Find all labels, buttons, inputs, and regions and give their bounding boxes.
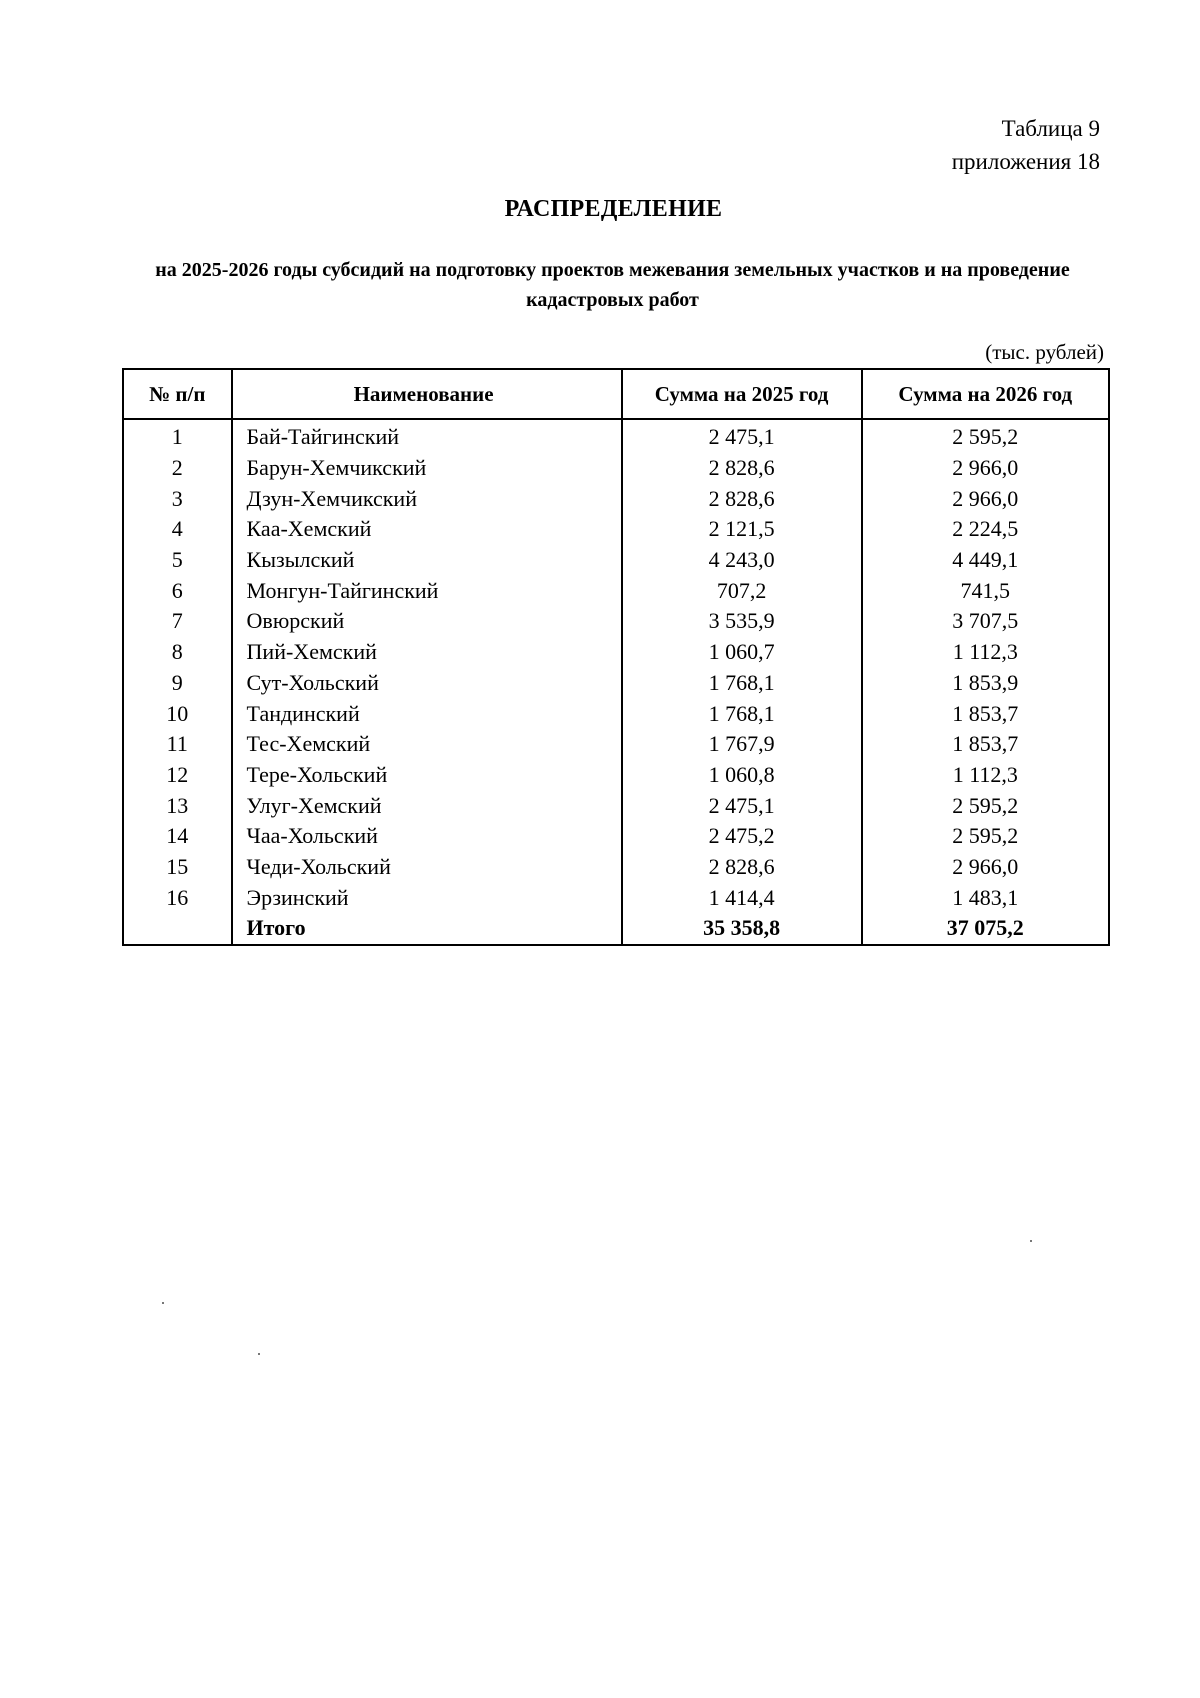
row-name: Бай-Тайгинский: [232, 419, 622, 453]
row-amount-2026: 1 112,3: [862, 760, 1109, 791]
row-amount-2025: 707,2: [622, 575, 862, 606]
scan-speck: [258, 1353, 260, 1355]
column-header-2025: Сумма на 2025 год: [622, 369, 862, 419]
table-row: [123, 760, 1109, 791]
row-name: Пий-Хемский: [232, 637, 622, 668]
row-amount-2026: 2 966,0: [862, 483, 1109, 514]
table-row: [123, 453, 1109, 484]
row-amount-2026: 1 112,3: [862, 637, 1109, 668]
row-amount-2025: 2 121,5: [622, 514, 862, 545]
row-amount-2025: 1 060,7: [622, 637, 862, 668]
table-row: [123, 514, 1109, 545]
row-amount-2025: 2 828,6: [622, 852, 862, 883]
row-name: Сут-Хольский: [232, 668, 622, 699]
table-label: Таблица 9: [1001, 116, 1100, 141]
appendix-label: приложения 18: [951, 149, 1100, 174]
row-amount-2026: 2 595,2: [862, 790, 1109, 821]
row-amount-2025: 2 828,6: [622, 483, 862, 514]
row-name: Улуг-Хемский: [232, 790, 622, 821]
row-number: 14: [123, 821, 232, 852]
row-amount-2026: 2 595,2: [862, 419, 1109, 453]
row-number: 11: [123, 729, 232, 760]
table-row: [123, 821, 1109, 852]
row-amount-2026: 4 449,1: [862, 545, 1109, 576]
row-name: Чаа-Хольский: [232, 821, 622, 852]
row-amount-2026: 2 966,0: [862, 453, 1109, 484]
table-row: [123, 729, 1109, 760]
row-amount-2026: 1 853,7: [862, 729, 1109, 760]
row-amount-2026: 2 595,2: [862, 821, 1109, 852]
row-number: 13: [123, 790, 232, 821]
table-header-row: [123, 369, 1109, 419]
row-amount-2026: 2 224,5: [862, 514, 1109, 545]
row-amount-2025: 1 768,1: [622, 668, 862, 699]
row-number: [123, 913, 232, 945]
row-amount-2025: 35 358,8: [622, 913, 862, 945]
row-number: 15: [123, 852, 232, 883]
row-number: 12: [123, 760, 232, 791]
row-amount-2025: 2 475,1: [622, 790, 862, 821]
table-row: [123, 882, 1109, 913]
row-name: Итого: [232, 913, 622, 945]
row-number: 1: [123, 419, 232, 453]
row-name: Тес-Хемский: [232, 729, 622, 760]
table-body: [123, 419, 1109, 945]
row-amount-2025: 1 414,4: [622, 882, 862, 913]
row-number: 6: [123, 575, 232, 606]
table-row: [123, 575, 1109, 606]
table-row: [123, 483, 1109, 514]
column-header-2026: Сумма на 2026 год: [862, 369, 1109, 419]
document-subtitle: на 2025-2026 годы субсидий на подготовку проектов межевания земельных участков и на проведение кадастровых работ: [155, 259, 1070, 311]
row-name: Тере-Хольский: [232, 760, 622, 791]
row-amount-2025: 1 767,9: [622, 729, 862, 760]
row-amount-2026: 1 853,9: [862, 668, 1109, 699]
row-amount-2025: 1 060,8: [622, 760, 862, 791]
row-name: Овюрский: [232, 606, 622, 637]
row-name: Барун-Хемчикский: [232, 453, 622, 484]
row-number: 16: [123, 882, 232, 913]
row-number: 9: [123, 668, 232, 699]
row-amount-2025: 2 475,1: [622, 419, 862, 453]
table-row: [123, 637, 1109, 668]
row-name: Чеди-Хольский: [232, 852, 622, 883]
row-amount-2025: 1 768,1: [622, 698, 862, 729]
table-total-row: [123, 913, 1109, 945]
table-row: [123, 606, 1109, 637]
row-amount-2026: 3 707,5: [862, 606, 1109, 637]
scan-speck: [162, 1302, 164, 1304]
row-amount-2026: 1 483,1: [862, 882, 1109, 913]
row-amount-2025: 2 828,6: [622, 453, 862, 484]
row-number: 3: [123, 483, 232, 514]
table-row: [123, 852, 1109, 883]
row-amount-2025: 4 243,0: [622, 545, 862, 576]
row-number: 2: [123, 453, 232, 484]
column-header-number: № п/п: [123, 369, 232, 419]
units-note: (тыс. рублей): [985, 340, 1104, 364]
row-name: Кызылский: [232, 545, 622, 576]
table-row: [123, 698, 1109, 729]
row-amount-2025: 3 535,9: [622, 606, 862, 637]
row-number: 10: [123, 698, 232, 729]
table-reference: [952, 112, 1100, 178]
row-amount-2025: 2 475,2: [622, 821, 862, 852]
document-title: РАСПРЕДЕЛЕНИЕ: [504, 196, 723, 222]
row-amount-2026: 1 853,7: [862, 698, 1109, 729]
row-number: 8: [123, 637, 232, 668]
row-number: 7: [123, 606, 232, 637]
row-number: 5: [123, 545, 232, 576]
table-row: [123, 668, 1109, 699]
row-name: Эрзинский: [232, 882, 622, 913]
row-name: Каа-Хемский: [232, 514, 622, 545]
column-header-name: Наименование: [232, 369, 622, 419]
row-amount-2026: 741,5: [862, 575, 1109, 606]
distribution-table: [122, 368, 1110, 946]
table-row: [123, 419, 1109, 453]
row-amount-2026: 37 075,2: [862, 913, 1109, 945]
row-name: Дзун-Хемчикский: [232, 483, 622, 514]
row-name: Монгун-Тайгинский: [232, 575, 622, 606]
scan-speck: [1030, 1240, 1032, 1242]
row-amount-2026: 2 966,0: [862, 852, 1109, 883]
table-row: [123, 545, 1109, 576]
row-name: Тандинский: [232, 698, 622, 729]
row-number: 4: [123, 514, 232, 545]
table-row: [123, 790, 1109, 821]
